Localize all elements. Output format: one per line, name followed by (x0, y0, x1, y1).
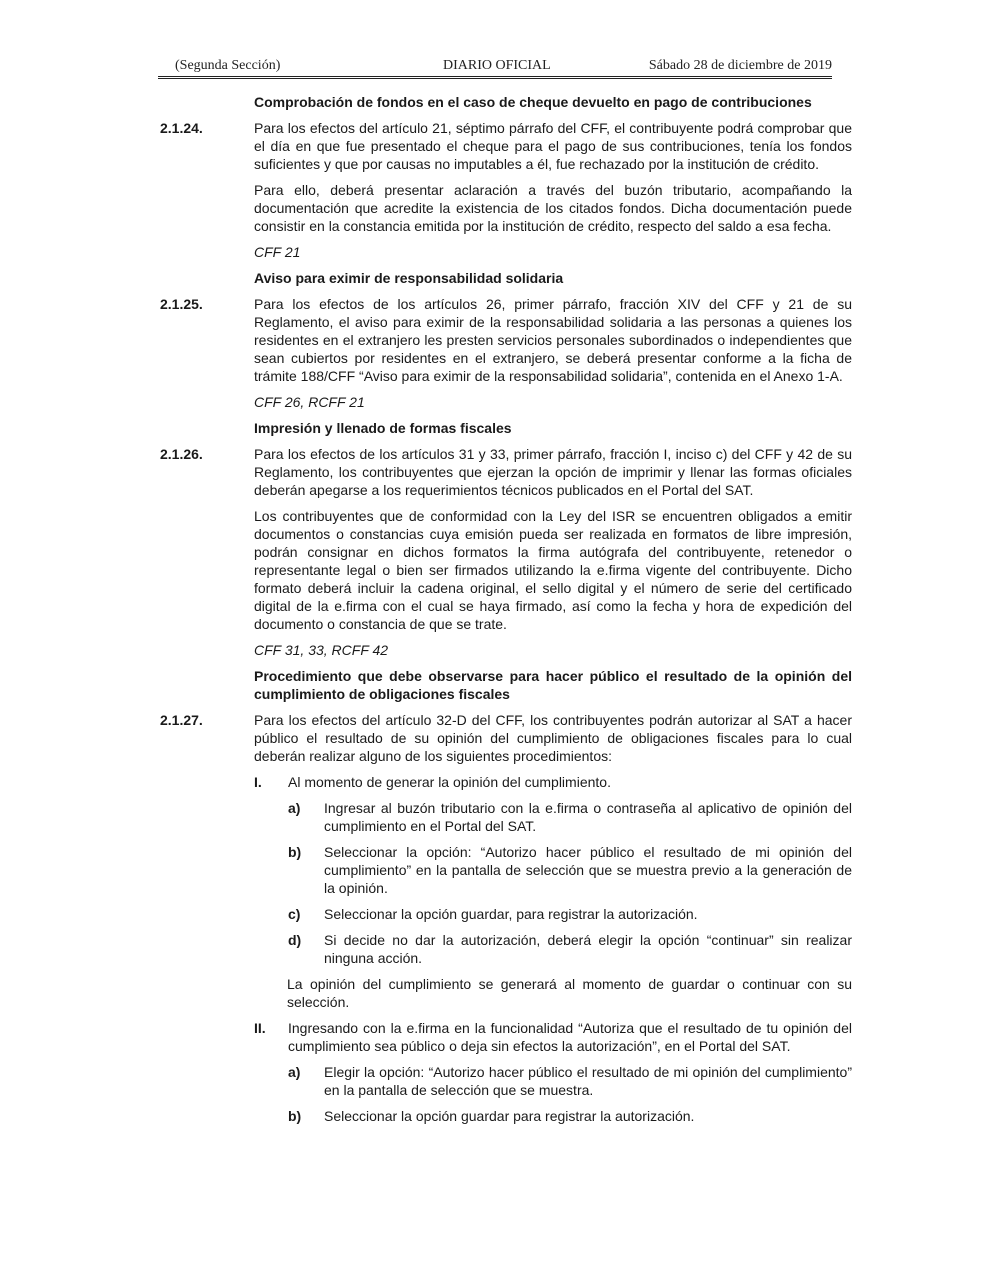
procedure-item (254, 773, 852, 791)
step-text: Seleccionar la opción guardar, para registrar la autorización. (324, 906, 698, 922)
step-marker: a) (288, 1064, 301, 1080)
procedure-closing: La opinión del cumplimiento se generará al momento de guardar o continuar con su selección. (287, 976, 852, 1010)
procedure-step (254, 843, 852, 897)
rule-reference: CFF 31, 33, RCFF 42 (254, 642, 389, 658)
header-section-label: (Segunda Sección) (175, 58, 281, 73)
procedure-marker: II. (254, 1020, 266, 1036)
rule-paragraph: Los contribuyentes que de conformidad con la Ley del ISR se encuentren obligados a emitir documentos o constancias cuya emisión pueda ser realizada en formatos de libre impresión, podrán consignar en dichos formatos la firma autógrafa del contribuyente, retenedor o representante legal o bien ser firmados utilizando la e.firma vigente del contribuyente. Dicho formato deberá incluir la cadena original, el sello digital y el número de serie del certificado digital de la e.firma con el cual se haya firmado, así como la fecha y hora de expedición del documento o constancia de que se trate. (254, 508, 852, 632)
rule-number: 2.1.24. (160, 120, 203, 136)
step-marker: b) (288, 844, 302, 860)
procedure-step (254, 799, 852, 835)
step-marker: a) (288, 800, 301, 816)
rule-reference: CFF 26, RCFF 21 (254, 394, 365, 410)
step-text: Ingresar al buzón tributario con la e.firma o contraseña al aplicativo de opinión del cumplimiento en el Portal del SAT. (324, 800, 852, 834)
procedure-step (254, 931, 852, 967)
rule-title: Impresión y llenado de formas fiscales (254, 420, 512, 436)
procedure-item (254, 1019, 852, 1055)
step-marker: b) (288, 1108, 302, 1124)
rule-paragraph: Para los efectos del artículo 21, séptimo párrafo del CFF, el contribuyente podrá comprobar que el día en que fue presentado el cheque para el pago de sus contribuciones, tenía los fondos suficientes y que por causas no imputables a él, fue rechazado por la institución de crédito. (254, 120, 852, 172)
procedure-text: Ingresando con la e.firma en la funcionalidad “Autoriza que el resultado de tu opinión del cumplimiento sea público o deja sin efectos la autorización”, en el Portal del SAT. (288, 1020, 852, 1054)
procedure-marker: I. (254, 774, 262, 790)
procedure-step (254, 1107, 852, 1125)
header-publication-title: DIARIO OFICIAL (443, 58, 551, 73)
rule-title: Aviso para eximir de responsabilidad solidaria (254, 270, 564, 286)
rule-number: 2.1.27. (160, 712, 203, 728)
header-rule-bottom (158, 78, 832, 79)
rule-title: Procedimiento que debe observarse para hacer público el resultado de la opinión del cumplimiento de obligaciones fiscales (254, 668, 852, 702)
rule-2-1-27 (160, 711, 852, 765)
step-text: Seleccionar la opción: “Autorizo hacer público el resultado de mi opinión del cumplimiento” en la pantalla de selección que se muestra previo a la generación de la opinión. (324, 844, 852, 896)
rule-2-1-25 (160, 295, 852, 385)
rule-paragraph: Para los efectos de los artículos 26, primer párrafo, fracción XIV del CFF y 21 de su Reglamento, el aviso para eximir de la responsabilidad solidaria a las personas a quienes los residentes en el extranjero les presten servicios personales subordinados o independientes que sean cubiertos por residentes en el extranjero, se deberá presentar conforme a la ficha de trámite 188/CFF “Aviso para eximir de la responsabilidad solidaria”, contenida en el Anexo 1-A. (254, 296, 852, 384)
document-body (160, 93, 852, 1133)
rule-reference: CFF 21 (254, 244, 301, 260)
rule-title: Comprobación de fondos en el caso de cheque devuelto en pago de contribuciones (254, 94, 812, 110)
rule-paragraph: Para los efectos de los artículos 31 y 33, primer párrafo, fracción I, inciso c) del CFF y 42 de su Reglamento, los contribuyentes que ejerzan la opción de imprimir y llenar las formas oficiales deberán apegarse a los requerimientos técnicos publicados en el Portal del SAT. (254, 446, 852, 498)
rule-2-1-26 (160, 445, 852, 499)
step-marker: c) (288, 906, 301, 922)
step-marker: d) (288, 932, 302, 948)
rule-number: 2.1.25. (160, 296, 203, 312)
step-text: Seleccionar la opción guardar para registrar la autorización. (324, 1108, 695, 1124)
header-rule-top (158, 76, 832, 77)
rule-number: 2.1.26. (160, 446, 203, 462)
rule-paragraph: Para los efectos del artículo 32-D del CFF, los contribuyentes podrán autorizar al SAT a hacer público el resultado de su opinión del cumplimiento de obligaciones fiscales para lo cual deberán realizar alguno de los siguientes procedimientos: (254, 712, 852, 764)
procedure-step (254, 1063, 852, 1099)
page-header (158, 58, 832, 76)
procedure-text: Al momento de generar la opinión del cumplimiento. (288, 774, 611, 790)
rule-2-1-24 (160, 119, 852, 173)
header-date: Sábado 28 de diciembre de 2019 (648, 58, 832, 73)
procedure-step (254, 905, 852, 923)
step-text: Si decide no dar la autorización, deberá elegir la opción “continuar” sin realizar ninguna acción. (324, 932, 852, 966)
step-text: Elegir la opción: “Autorizo hacer público el resultado de mi opinión del cumplimiento” en la pantalla de selección que se muestra. (324, 1064, 852, 1098)
rule-paragraph: Para ello, deberá presentar aclaración a través del buzón tributario, acompañando la documentación que acredite la existencia de los citados fondos. Dicha documentación puede consistir en la constancia emitida por la institución de crédito, respecto del saldo a esa fecha. (254, 182, 852, 234)
